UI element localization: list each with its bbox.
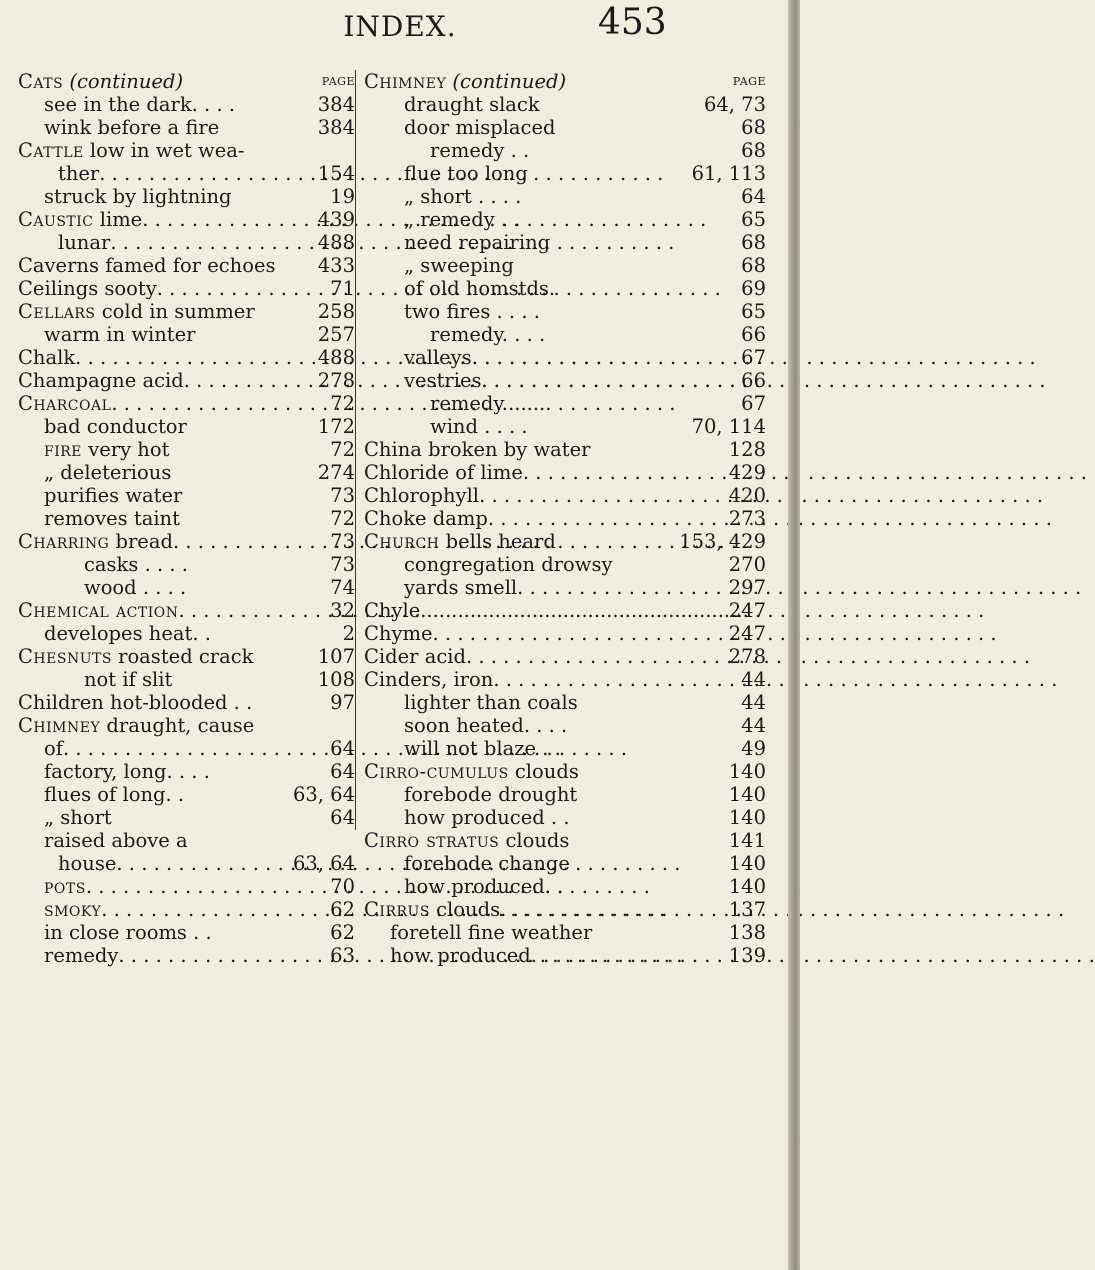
entry-text: how produced. .: [404, 875, 564, 898]
entry-page: 140: [728, 760, 766, 783]
entry-text: Cinders, iron: [364, 668, 494, 691]
dot-leader: [110, 231, 313, 254]
index-entry: [364, 668, 766, 691]
entry-text: Caverns famed for echoes: [18, 254, 276, 277]
page-column-heading: PAGE: [321, 75, 355, 88]
entry-page: 257: [317, 323, 355, 346]
entry-page: 67: [741, 346, 766, 369]
entry-heading: Cirro-cumulus: [364, 760, 509, 783]
dot-leader: [488, 507, 725, 530]
entry-text: warm in winter: [44, 323, 196, 346]
entry-page: 70: [330, 875, 355, 898]
entry-heading: Cats: [18, 70, 64, 93]
index-entry: [18, 898, 355, 921]
entry-text: Chyme: [364, 622, 433, 645]
index-entry: [18, 185, 355, 208]
dot-leader: [99, 162, 314, 185]
index-entry: [364, 944, 766, 967]
entry-page: 72: [330, 507, 355, 530]
entry-continued: (continued): [69, 70, 184, 93]
dot-leader: [111, 392, 326, 415]
entry-text: wood . . . .: [84, 576, 187, 599]
dot-leader: [86, 875, 326, 898]
index-entry: [364, 323, 766, 346]
index-entry: [364, 530, 766, 553]
dot-leader: [466, 645, 725, 668]
index-entry: [364, 208, 766, 231]
index-entry: [18, 553, 355, 576]
entry-page: 247: [728, 599, 766, 622]
entry-text: low in wet wea-: [89, 139, 245, 162]
page-column-heading: PAGE: [732, 75, 766, 88]
entry-text: foretell fine weather: [390, 921, 593, 944]
index-entry: [18, 231, 355, 254]
entry-text: clouds: [514, 760, 579, 783]
index-entry: [18, 668, 355, 691]
entry-page: 68: [741, 231, 766, 254]
index-entry: [364, 392, 766, 415]
entry-text: Chalk: [18, 346, 76, 369]
entry-text: draught, cause: [106, 714, 255, 737]
entry-text: draught slack: [404, 93, 540, 116]
entry-heading: Chemical action: [18, 599, 179, 622]
entry-page: 73: [330, 553, 355, 576]
index-entry: [18, 300, 355, 323]
dot-leader: [178, 599, 326, 622]
entry-page: 433: [317, 254, 355, 277]
index-entry: [364, 185, 766, 208]
index-entry: [18, 645, 355, 668]
index-entry: [18, 783, 355, 806]
index-entry: [364, 852, 766, 875]
entry-text: factory, long. . . .: [44, 760, 210, 783]
entry-text: purifies water: [44, 484, 183, 507]
index-entry: [18, 576, 355, 599]
entry-page: 384: [317, 93, 355, 116]
index-entry: [364, 70, 766, 93]
entry-text: struck by lightning: [44, 185, 232, 208]
entry-text: lighter than coals: [404, 691, 578, 714]
index-entry: [364, 116, 766, 139]
entry-text: clouds: [505, 829, 570, 852]
index-entry: [364, 737, 766, 760]
entry-text: Ceilings sooty: [18, 277, 157, 300]
index-entry: [18, 346, 355, 369]
entry-page: 64: [741, 185, 766, 208]
index-column-left: [18, 70, 355, 967]
dot-leader: [517, 576, 725, 599]
entry-text: bad conductor: [44, 415, 187, 438]
entry-page: 97: [330, 691, 355, 714]
entry-text: Cider acid: [364, 645, 466, 668]
index-entry: [18, 116, 355, 139]
entry-page: 63, 64: [292, 783, 355, 806]
book-spine-edge: [788, 0, 800, 1270]
entry-text: China broken by water: [364, 438, 591, 461]
index-entry: [18, 760, 355, 783]
entry-text: Chloride of lime: [364, 461, 523, 484]
index-entry: [18, 415, 355, 438]
entry-page: 140: [728, 783, 766, 806]
entry-text: valleys: [404, 346, 472, 369]
entry-text: vestries: [404, 369, 482, 392]
index-entry: [364, 599, 766, 622]
entry-text: need repairing: [404, 231, 551, 254]
entry-page: 137: [728, 898, 766, 921]
entry-text: congregation drowsy: [404, 553, 613, 576]
entry-text: remedy . .: [430, 139, 530, 162]
entry-text: very hot: [88, 438, 170, 461]
entry-heading: Charcoal: [18, 392, 112, 415]
entry-page: 64: [330, 806, 355, 829]
entry-text: house: [58, 852, 117, 875]
entry-page: 66: [741, 323, 766, 346]
entry-page: 68: [741, 139, 766, 162]
index-entry: [364, 139, 766, 162]
index-entry: [364, 553, 766, 576]
entry-page: 278: [728, 645, 766, 668]
dot-leader: [493, 668, 737, 691]
dot-leader: [433, 622, 725, 645]
entry-text: remedy. . . .: [430, 323, 546, 346]
index-entry: [18, 323, 355, 346]
dot-leader: [63, 737, 326, 760]
index-entry: [18, 944, 355, 967]
entry-page: 154: [317, 162, 355, 185]
index-entry: [18, 392, 355, 415]
entry-text: of: [44, 737, 63, 760]
page-title: INDEX.: [343, 10, 457, 43]
entry-text: forebode change: [404, 852, 570, 875]
dot-leader: [157, 277, 326, 300]
entry-page: 128: [728, 438, 766, 461]
entry-page: 64: [330, 737, 355, 760]
entry-text: cold in summer: [101, 300, 255, 323]
entry-page: 73: [330, 484, 355, 507]
index-entry: [364, 898, 766, 921]
index-entry: [18, 208, 355, 231]
index-entry: [18, 93, 355, 116]
entry-page: 384: [317, 116, 355, 139]
entry-page: 153, 429: [679, 530, 766, 553]
entry-text: Choke damp: [364, 507, 488, 530]
index-entry: [18, 507, 355, 530]
entry-text: remedy: [44, 944, 119, 967]
entry-page: 44: [741, 691, 766, 714]
entry-heading: Cirrus: [364, 898, 430, 921]
entry-page: 108: [317, 668, 355, 691]
index-entry: [364, 162, 766, 185]
index-entry: [364, 714, 766, 737]
entry-page: 66: [741, 369, 766, 392]
index-entry: [364, 93, 766, 116]
entry-text: see in the dark. . . .: [44, 93, 236, 116]
index-entry: [364, 438, 766, 461]
dot-leader: [101, 898, 326, 921]
entry-page: 270: [728, 553, 766, 576]
entry-heading: smoky: [44, 898, 102, 921]
entry-text: Chlorophyll: [364, 484, 480, 507]
dot-leader: [500, 898, 725, 921]
dot-leader: [116, 852, 289, 875]
entry-text: of old homstds.: [404, 277, 556, 300]
entry-page: 62: [330, 898, 355, 921]
entry-text: clouds: [436, 898, 501, 921]
entry-text: bells heard: [445, 530, 556, 553]
index-entry: [364, 760, 766, 783]
entry-page: 65: [741, 208, 766, 231]
entry-page: 141: [728, 829, 766, 852]
entry-text: how produced . .: [404, 806, 570, 829]
entry-text: ther: [58, 162, 100, 185]
entry-text: door misplaced: [404, 116, 556, 139]
entry-heading: Chesnuts: [18, 645, 112, 668]
index-entry: [364, 875, 766, 898]
dot-leader: [420, 599, 724, 622]
entry-text: casks . . . .: [84, 553, 188, 576]
entry-page: 64, 73: [703, 93, 766, 116]
index-entry: [18, 806, 355, 829]
entry-page: 297: [728, 576, 766, 599]
dot-leader: [482, 369, 738, 392]
index-entry: [364, 484, 766, 507]
entry-page: 140: [728, 875, 766, 898]
index-entry: [18, 622, 355, 645]
index-entry: [364, 300, 766, 323]
entry-text: flue too long: [404, 162, 528, 185]
index-entry: [364, 231, 766, 254]
index-entry: [18, 875, 355, 898]
index-entry: [18, 369, 355, 392]
entry-page: 72: [330, 438, 355, 461]
entry-heading: Cellars: [18, 300, 96, 323]
index-entry: [18, 438, 355, 461]
index-entry: [364, 806, 766, 829]
entry-page: 72: [330, 392, 355, 415]
entry-page: 107: [317, 645, 355, 668]
entry-text: raised above a: [44, 829, 188, 852]
dot-leader: [173, 530, 326, 553]
entry-heading: pots: [44, 875, 86, 898]
entry-text: two fires . . . .: [404, 300, 540, 323]
entry-text: roasted crack: [118, 645, 254, 668]
entry-page: 140: [728, 852, 766, 875]
index-entry: [364, 645, 766, 668]
index-entry: [364, 415, 766, 438]
entry-page: 44: [741, 668, 766, 691]
entry-text: Chyle: [364, 599, 421, 622]
entry-page: 63, 64: [292, 852, 355, 875]
page-number: 453: [598, 2, 667, 43]
entry-page: 140: [728, 806, 766, 829]
entry-text: wind . . . .: [430, 415, 528, 438]
entry-text: will not blaze . .: [404, 737, 561, 760]
index-entry: [18, 484, 355, 507]
entry-heading: Charring: [18, 530, 110, 553]
entry-text: removes taint: [44, 507, 180, 530]
entry-text: Champagne acid: [18, 369, 184, 392]
entry-page: 274: [317, 461, 355, 484]
index-entry: [364, 461, 766, 484]
entry-page: 69: [741, 277, 766, 300]
index-entry: [18, 714, 355, 737]
index-entry: [18, 737, 355, 760]
entry-page: 68: [741, 116, 766, 139]
entry-page: 439: [317, 208, 355, 231]
entry-text: remedy. . . .: [430, 392, 546, 415]
index-entry: [18, 530, 355, 553]
entry-text: lime: [99, 208, 143, 231]
entry-page: 70, 114: [691, 415, 766, 438]
index-entry: [18, 139, 355, 162]
index-entry: [364, 576, 766, 599]
dot-leader: [75, 346, 314, 369]
entry-text: in close rooms . .: [44, 921, 212, 944]
entry-page: 19: [330, 185, 355, 208]
index-column-right: [364, 70, 766, 967]
entry-page: 247: [728, 622, 766, 645]
entry-heading: Caustic: [18, 208, 94, 231]
entry-page: 62: [330, 921, 355, 944]
entry-text: „ short . . . .: [404, 185, 522, 208]
entry-page: 64: [330, 760, 355, 783]
entry-page: 63: [330, 944, 355, 967]
index-entry: [364, 254, 766, 277]
entry-page: 420: [728, 484, 766, 507]
entry-text: bread: [115, 530, 173, 553]
entry-page: 73: [330, 530, 355, 553]
index-entry: [364, 507, 766, 530]
entry-page: 488: [317, 346, 355, 369]
index-entry: [18, 70, 355, 93]
index-entry: [18, 277, 355, 300]
dot-leader: [523, 461, 725, 484]
entry-text: Children hot-blooded . .: [18, 691, 253, 714]
entry-page: 139: [728, 944, 766, 967]
entry-heading: fire: [44, 438, 83, 461]
entry-page: 67: [741, 392, 766, 415]
index-entry: [364, 829, 766, 852]
index-entry: [18, 599, 355, 622]
entry-page: 32: [330, 599, 355, 622]
entry-text: „ short: [44, 806, 112, 829]
index-entry: [364, 691, 766, 714]
entry-page: 61, 113: [691, 162, 766, 185]
entry-page: 429: [728, 461, 766, 484]
entry-page: 278: [317, 369, 355, 392]
index-entry: [364, 783, 766, 806]
entry-page: 2: [342, 622, 355, 645]
entry-page: 49: [741, 737, 766, 760]
entry-page: 172: [317, 415, 355, 438]
index-entry: [364, 346, 766, 369]
entry-heading: Cattle: [18, 139, 84, 162]
entry-page: 74: [330, 576, 355, 599]
dot-leader: [531, 944, 725, 967]
entry-text: not if slit: [84, 668, 173, 691]
dot-leader: [479, 484, 725, 507]
index-entry: [18, 921, 355, 944]
index-entry: [18, 829, 355, 852]
index-entry: [364, 921, 766, 944]
index-entry: [18, 852, 355, 875]
index-entry: [364, 369, 766, 392]
entry-text: forebode drought: [404, 783, 578, 806]
entry-page: 273: [728, 507, 766, 530]
index-entry: [18, 254, 355, 277]
index-entry: [364, 277, 766, 300]
entry-text: „ sweeping: [404, 254, 514, 277]
entry-text: soon heated. . . .: [404, 714, 568, 737]
index-entry: [18, 162, 355, 185]
entry-text: yards smell: [404, 576, 518, 599]
entry-heading: Chimney: [364, 70, 447, 93]
entry-text: developes heat. .: [44, 622, 211, 645]
entry-continued: (continued): [452, 70, 567, 93]
index-entry: [364, 622, 766, 645]
index-entry: [18, 461, 355, 484]
entry-text: „ deleterious: [44, 461, 172, 484]
entry-heading: Chimney: [18, 714, 101, 737]
entry-page: 44: [741, 714, 766, 737]
entry-page: 65: [741, 300, 766, 323]
entry-page: 138: [728, 921, 766, 944]
entry-page: 71: [330, 277, 355, 300]
entry-text: „ remedy . .: [404, 208, 520, 231]
entry-page: 68: [741, 254, 766, 277]
entry-page: 488: [317, 231, 355, 254]
index-entry: [18, 691, 355, 714]
dot-leader: [118, 944, 326, 967]
dot-leader: [472, 346, 737, 369]
entry-text: lunar: [58, 231, 111, 254]
entry-page: 258: [317, 300, 355, 323]
entry-text: wink before a fire: [44, 116, 220, 139]
entry-text: flues of long. .: [44, 783, 185, 806]
entry-heading: Church: [364, 530, 440, 553]
dot-leader: [184, 369, 314, 392]
column-divider: [355, 70, 356, 830]
entry-text: how produced: [390, 944, 531, 967]
entry-heading: Cirro stratus: [364, 829, 500, 852]
dot-leader: [142, 208, 314, 231]
